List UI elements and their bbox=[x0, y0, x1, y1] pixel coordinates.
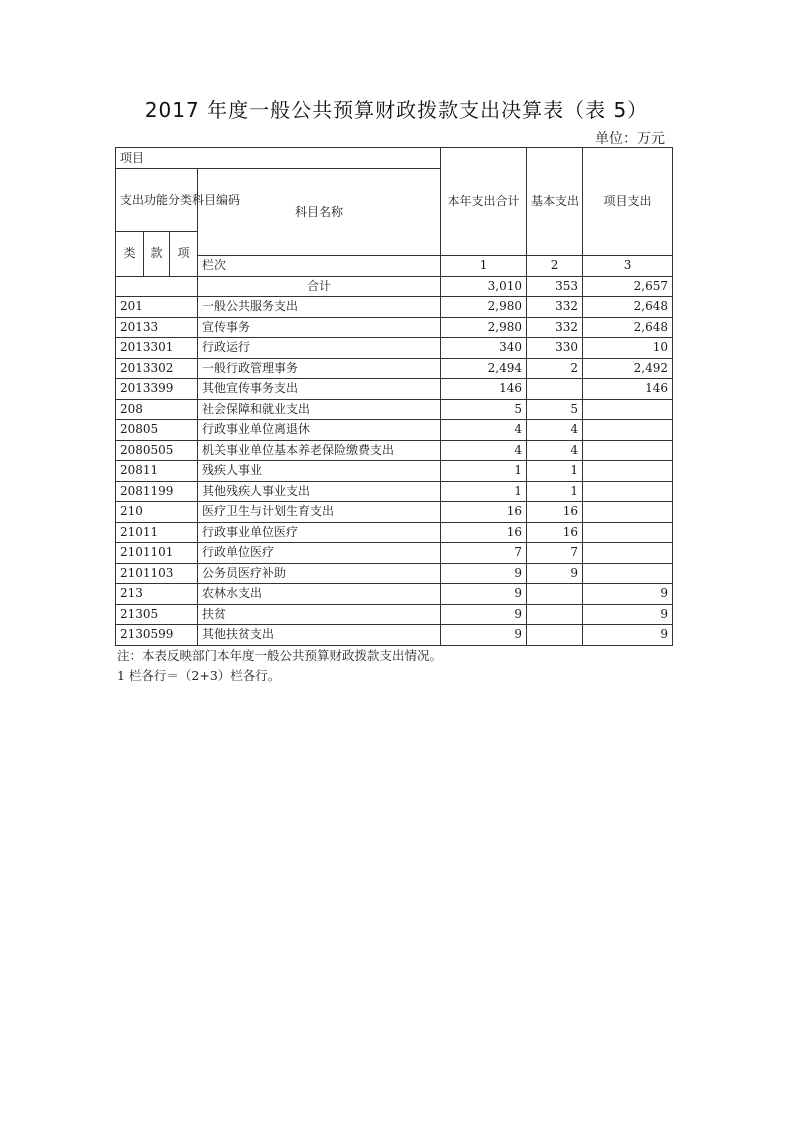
header-col-number-2: 2 bbox=[527, 256, 583, 277]
row-total: 1 bbox=[441, 461, 527, 482]
table-row bbox=[116, 543, 673, 564]
row-total: 9 bbox=[441, 563, 527, 584]
header-lei: 类 bbox=[116, 232, 144, 277]
table-row bbox=[116, 358, 673, 379]
row-total: 7 bbox=[441, 543, 527, 564]
row-basic: 4 bbox=[527, 440, 583, 461]
row-subject-name: 行政单位医疗 bbox=[198, 543, 441, 564]
header-subject-name: 科目名称 bbox=[198, 169, 441, 256]
row-project: 2,648 bbox=[583, 297, 673, 318]
row-total: 2,980 bbox=[441, 297, 527, 318]
row-subject-name: 公务员医疗补助 bbox=[198, 563, 441, 584]
row-project: 9 bbox=[583, 604, 673, 625]
row-code: 2081199 bbox=[116, 481, 198, 502]
table-row bbox=[116, 481, 673, 502]
row-project bbox=[583, 522, 673, 543]
row-code: 2101101 bbox=[116, 543, 198, 564]
row-project: 9 bbox=[583, 584, 673, 605]
note-line: 注：本表反映部门本年度一般公共预算财政拨款支出情况。 bbox=[117, 648, 443, 663]
row-subject-name: 残疾人事业 bbox=[198, 461, 441, 482]
header-col-project: 项目支出 bbox=[583, 148, 673, 256]
row-basic: 1 bbox=[527, 461, 583, 482]
table-row bbox=[116, 379, 673, 400]
row-subject-name: 社会保障和就业支出 bbox=[198, 399, 441, 420]
row-basic: 1 bbox=[527, 481, 583, 502]
table-row bbox=[116, 522, 673, 543]
row-code: 20805 bbox=[116, 420, 198, 441]
row-project: 2,648 bbox=[583, 317, 673, 338]
row-code: 2130599 bbox=[116, 625, 198, 646]
row-subject-name: 一般公共服务支出 bbox=[198, 297, 441, 318]
note-line: 1 栏各行＝（2+3）栏各行。 bbox=[117, 668, 281, 683]
row-project bbox=[583, 502, 673, 523]
row-basic bbox=[527, 625, 583, 646]
row-subject-name: 其他宣传事务支出 bbox=[198, 379, 441, 400]
unit-label: 单位：万元 bbox=[595, 131, 665, 147]
row-total: 9 bbox=[441, 625, 527, 646]
row-code: 210 bbox=[116, 502, 198, 523]
row-basic: 16 bbox=[527, 522, 583, 543]
row-basic: 5 bbox=[527, 399, 583, 420]
table-row bbox=[116, 297, 673, 318]
row-project: 146 bbox=[583, 379, 673, 400]
budget-table bbox=[115, 147, 673, 646]
row-basic: 9 bbox=[527, 563, 583, 584]
row-code: 2080505 bbox=[116, 440, 198, 461]
table-header bbox=[116, 148, 673, 297]
row-total: 4 bbox=[441, 440, 527, 461]
row-total: 16 bbox=[441, 502, 527, 523]
header-item: 项目 bbox=[116, 148, 441, 169]
row-code: 213 bbox=[116, 584, 198, 605]
table-body bbox=[116, 297, 673, 646]
row-subject-name: 其他扶贫支出 bbox=[198, 625, 441, 646]
row-basic bbox=[527, 379, 583, 400]
row-subject-name: 一般行政管理事务 bbox=[198, 358, 441, 379]
row-project bbox=[583, 440, 673, 461]
row-subject-name: 机关事业单位基本养老保险缴费支出 bbox=[198, 440, 441, 461]
total-row-code bbox=[116, 276, 198, 297]
row-basic: 16 bbox=[527, 502, 583, 523]
table-row bbox=[116, 563, 673, 584]
row-total: 9 bbox=[441, 604, 527, 625]
row-project bbox=[583, 481, 673, 502]
row-code: 20811 bbox=[116, 461, 198, 482]
total-row-basic: 353 bbox=[527, 276, 583, 297]
row-total: 4 bbox=[441, 420, 527, 441]
table-row bbox=[116, 584, 673, 605]
row-subject-name: 其他残疾人事业支出 bbox=[198, 481, 441, 502]
table-row bbox=[116, 338, 673, 359]
header-xiang: 项 bbox=[170, 232, 198, 277]
row-basic: 332 bbox=[527, 297, 583, 318]
row-total: 9 bbox=[441, 584, 527, 605]
row-subject-name: 宣传事务 bbox=[198, 317, 441, 338]
row-total: 340 bbox=[441, 338, 527, 359]
table-row bbox=[116, 440, 673, 461]
header-col-number-1: 1 bbox=[441, 256, 527, 277]
total-row bbox=[116, 276, 673, 297]
row-subject-name: 扶贫 bbox=[198, 604, 441, 625]
row-total: 2,980 bbox=[441, 317, 527, 338]
row-code: 21305 bbox=[116, 604, 198, 625]
header-col-number-3: 3 bbox=[583, 256, 673, 277]
row-project bbox=[583, 563, 673, 584]
row-project: 10 bbox=[583, 338, 673, 359]
row-code: 2013301 bbox=[116, 338, 198, 359]
table-row bbox=[116, 625, 673, 646]
total-row-project: 2,657 bbox=[583, 276, 673, 297]
row-code: 201 bbox=[116, 297, 198, 318]
header-kuan: 款 bbox=[144, 232, 170, 277]
row-basic bbox=[527, 604, 583, 625]
row-code: 208 bbox=[116, 399, 198, 420]
row-project bbox=[583, 543, 673, 564]
page-title: 2017 年度一般公共预算财政拨款支出决算表（表 5） bbox=[144, 98, 649, 122]
row-subject-name: 农林水支出 bbox=[198, 584, 441, 605]
table-row bbox=[116, 461, 673, 482]
row-subject-name: 行政运行 bbox=[198, 338, 441, 359]
table-row bbox=[116, 420, 673, 441]
table-row bbox=[116, 399, 673, 420]
header-code-group: 支出功能分类科目编码 bbox=[116, 169, 198, 232]
row-project: 9 bbox=[583, 625, 673, 646]
row-project bbox=[583, 420, 673, 441]
row-basic: 7 bbox=[527, 543, 583, 564]
total-row-total: 3,010 bbox=[441, 276, 527, 297]
header-col-basic: 基本支出 bbox=[527, 148, 583, 256]
row-project bbox=[583, 461, 673, 482]
row-subject-name: 医疗卫生与计划生育支出 bbox=[198, 502, 441, 523]
table-row bbox=[116, 502, 673, 523]
row-total: 5 bbox=[441, 399, 527, 420]
table-row bbox=[116, 317, 673, 338]
row-code: 2013399 bbox=[116, 379, 198, 400]
row-total: 146 bbox=[441, 379, 527, 400]
row-code: 21011 bbox=[116, 522, 198, 543]
row-total: 16 bbox=[441, 522, 527, 543]
table-row bbox=[116, 604, 673, 625]
row-basic: 2 bbox=[527, 358, 583, 379]
row-basic: 332 bbox=[527, 317, 583, 338]
notes bbox=[117, 646, 442, 686]
row-basic: 4 bbox=[527, 420, 583, 441]
row-code: 2013302 bbox=[116, 358, 198, 379]
header-lanci: 栏次 bbox=[198, 256, 441, 277]
row-project: 2,492 bbox=[583, 358, 673, 379]
row-project bbox=[583, 399, 673, 420]
row-basic: 330 bbox=[527, 338, 583, 359]
row-basic bbox=[527, 584, 583, 605]
row-subject-name: 行政事业单位离退休 bbox=[198, 420, 441, 441]
row-total: 2,494 bbox=[441, 358, 527, 379]
row-subject-name: 行政事业单位医疗 bbox=[198, 522, 441, 543]
row-code: 2101103 bbox=[116, 563, 198, 584]
row-code: 20133 bbox=[116, 317, 198, 338]
row-total: 1 bbox=[441, 481, 527, 502]
header-col-total: 本年支出合计 bbox=[441, 148, 527, 256]
total-row-label: 合计 bbox=[198, 276, 441, 297]
